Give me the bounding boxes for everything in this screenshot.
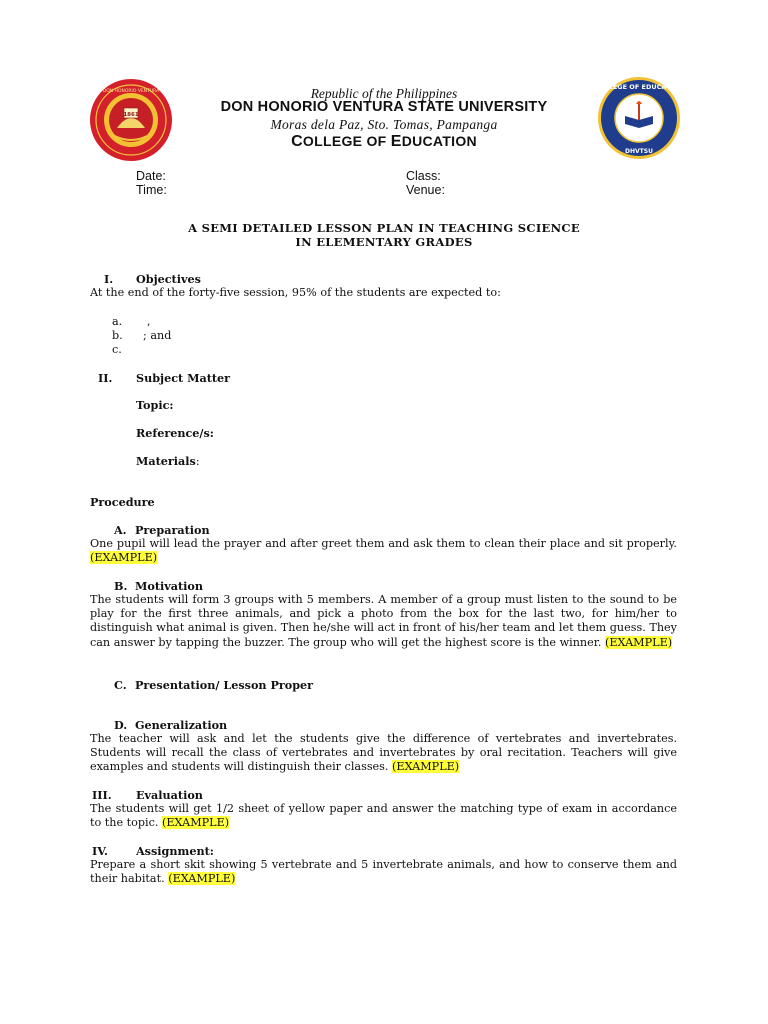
preparation-label: A. [114, 523, 127, 537]
references-label: Reference/s: [136, 426, 214, 440]
lesson-plan-title-line1: A SEMI DETAILED LESSON PLAN IN TEACHING SCIENCE [188, 221, 580, 235]
objective-item-b-text: ; and [143, 329, 172, 342]
venue-field-label: Venue: [406, 183, 445, 197]
objectives-intro: At the end of the forty-five session, 95% of the students are expected to: [90, 286, 501, 299]
example-highlight: (EXAMPLE) [168, 872, 236, 886]
date-field-label: Date: [136, 169, 166, 183]
assignment-heading: Assignment: [136, 844, 214, 858]
motivation-label: B. [114, 579, 128, 593]
example-highlight: (EXAMPLE) [392, 760, 460, 774]
presentation-heading: Presentation/ Lesson Proper [135, 678, 314, 692]
subject-matter-heading: Subject Matter [136, 371, 231, 385]
objective-item-a-label: a. [112, 315, 123, 328]
evaluation-text: The students will get 1/2 sheet of yellow paper and answer the matching type of exam in accordance to the topic. (EXAMPLE) [90, 802, 677, 830]
materials-label: Materials: [136, 454, 200, 468]
college-name: COLLEGE OF EDUCATION [291, 133, 477, 150]
svg-text:DON HONORIO VENTURA: DON HONORIO VENTURA [102, 89, 160, 94]
university-address: Moras dela Paz, Sto. Tomas, Pampanga [270, 117, 498, 132]
time-field-label: Time: [136, 183, 167, 197]
preparation-text: One pupil will lead the prayer and after greet them and ask them to clean their place and sit properly. (EXAMPLE) [90, 537, 677, 565]
university-name: DON HONORIO VENTURA STATE UNIVERSITY [220, 99, 548, 115]
procedure-heading: Procedure [90, 495, 155, 509]
svg-text:DHVTSU: DHVTSU [625, 148, 653, 155]
topic-label: Topic: [136, 398, 174, 412]
republic-line: Republic of the Philippines [310, 86, 458, 101]
assignment-text: Prepare a short skit showing 5 vertebrate and 5 invertebrate animals, and how to conserve them and their habitat. (EXAMPLE) [90, 858, 677, 886]
assignment-number: IV. [92, 844, 108, 858]
generalization-label: D. [114, 718, 128, 732]
evaluation-number: III. [92, 788, 112, 802]
preparation-heading: Preparation [135, 523, 210, 537]
objective-item-b-label: b. [112, 329, 123, 342]
lesson-plan-title-line2: IN ELEMENTARY GRADES [295, 235, 473, 249]
objectives-number: I. [104, 272, 114, 286]
objective-item-c-label: c. [112, 343, 122, 356]
motivation-heading: Motivation [135, 579, 204, 593]
seal-year: 1861 [123, 112, 139, 118]
motivation-text: The students will form 3 groups with 5 members. A member of a group must listen to the sound to be play for the first three animals, and pick a photo from the box for the last two, for him/her to distinguish what animal is given. Then he/she will act in front of his/her team and let them guess. They can answer by tapping the buzzer. The group who will get the highest score is the winner. (EXAMPLE) [90, 593, 677, 649]
objective-item-a-text: , [147, 315, 151, 328]
subject-matter-number: II. [98, 371, 113, 385]
evaluation-heading: Evaluation [136, 788, 203, 802]
presentation-label: C. [114, 678, 127, 692]
svg-text:COLLEGE OF EDUCATION: COLLEGE OF EDUCATION [597, 83, 681, 91]
example-highlight: (EXAMPLE) [605, 635, 673, 649]
generalization-heading: Generalization [135, 718, 228, 732]
generalization-text: The teacher will ask and let the students give the difference of vertebrates and invertebrates. Students will recall the class of vertebrates and invertebrates by oral recitation. Teachers will give examples and students will distinguish their classes. (EXAMPLE) [90, 732, 677, 774]
class-field-label: Class: [406, 169, 441, 183]
example-highlight: (EXAMPLE) [90, 551, 158, 565]
objectives-heading: Objectives [136, 272, 201, 286]
example-highlight: (EXAMPLE) [162, 816, 230, 830]
